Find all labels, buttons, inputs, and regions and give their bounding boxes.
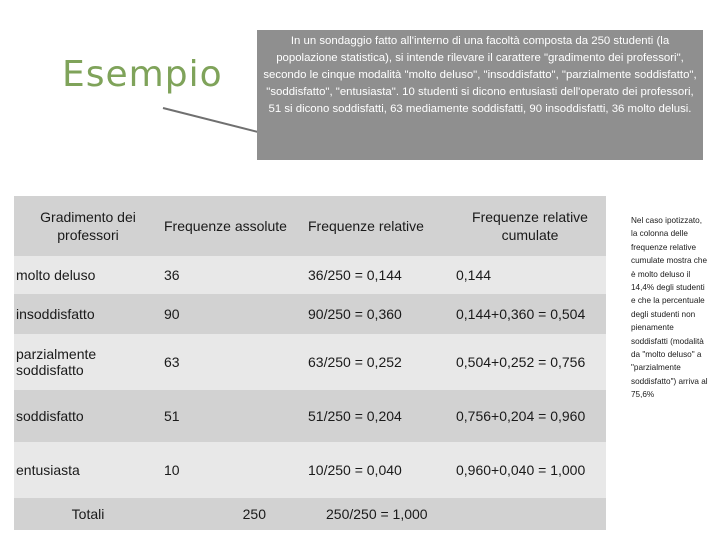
cell-relative: 90/250 = 0,360 <box>308 306 402 322</box>
slide-title: Esempio <box>62 54 223 95</box>
cell-totals-relative: 250/250 = 1,000 <box>326 506 428 522</box>
cell-totals-absolute: 250 <box>242 506 266 522</box>
cell-modality: molto deluso <box>16 267 96 283</box>
table-header-row <box>14 196 606 256</box>
cell-cumulative: 0,756+0,204 = 0,960 <box>456 408 586 424</box>
cell-modality: parzialmente soddisfatto <box>16 346 97 378</box>
header-freq-cumulate: Frequenze relative cumulate <box>472 209 588 243</box>
cell-totals-cumulative <box>454 498 606 530</box>
table-row <box>14 442 606 498</box>
header-gradimento: Gradimento dei professori <box>40 209 136 243</box>
cell-totals-label: Totali <box>71 506 105 522</box>
table-row <box>14 294 606 334</box>
cell-relative: 36/250 = 0,144 <box>308 267 402 283</box>
table-row <box>14 256 606 294</box>
cell-cumulative: 0,144+0,360 = 0,504 <box>456 306 586 322</box>
cell-cumulative: 0,144 <box>456 267 492 283</box>
cell-relative: 10/250 = 0,040 <box>308 462 402 478</box>
cell-cumulative: 0,960+0,040 = 1,000 <box>456 462 586 478</box>
cell-absolute: 10 <box>164 462 180 478</box>
cell-absolute: 63 <box>164 354 180 370</box>
callout-box: In un sondaggio fatto all'interno di una facoltà composta da 250 studenti (la popolazione statistica), si intende rilevare il carattere "gradimento dei professori", secondo le cinque modalità "molto deluso", "insoddisfatto", "parzialmente soddisfatto", "soddisfatto", "entusiasta". 10 studenti si dicono entusiasti dell'operato dei professori, 51 si dicono soddisfatti, 63 mediamente soddisfatti, 90 insoddisfatti, 36 molto delusi. <box>257 30 703 160</box>
table-totals-row <box>14 498 606 530</box>
cell-modality: soddisfatto <box>16 408 84 424</box>
cell-relative: 63/250 = 0,252 <box>308 354 402 370</box>
cell-absolute: 90 <box>164 306 180 322</box>
cell-cumulative: 0,504+0,252 = 0,756 <box>456 354 586 370</box>
cell-absolute: 36 <box>164 267 180 283</box>
cell-modality: insoddisfatto <box>16 306 95 322</box>
cell-relative: 51/250 = 0,204 <box>308 408 402 424</box>
table-row <box>14 334 606 390</box>
table-row <box>14 390 606 442</box>
side-note: Nel caso ipotizzato, la colonna delle frequenze relative cumulate mostra che è molto deluso il 14,4% degli studenti e che la percentuale degli studenti non pienamente soddisfatti (modalità da "molto deluso" a "parzialmente soddisfatto") arriva al 75,6% <box>631 216 708 400</box>
cell-modality: entusiasta <box>16 462 80 478</box>
frequency-table <box>14 196 606 530</box>
header-freq-assolute: Frequenze assolute <box>164 218 287 234</box>
header-freq-relative: Frequenze relative <box>308 218 424 234</box>
cell-absolute: 51 <box>164 408 180 424</box>
